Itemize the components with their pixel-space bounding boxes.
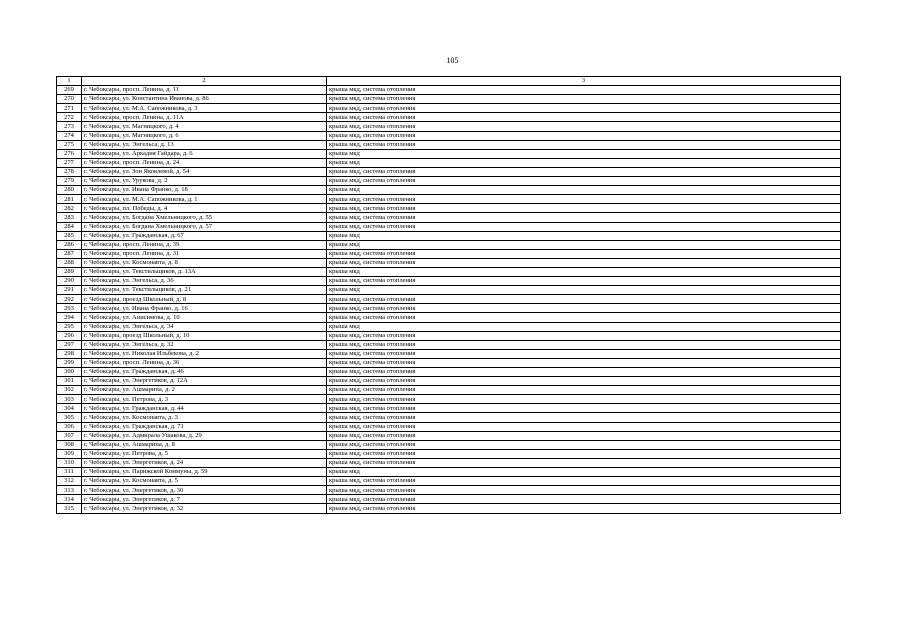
header-col-3: 3 — [327, 77, 841, 86]
table-row — [57, 258, 841, 267]
row-work-type: крыша мкд — [327, 267, 841, 276]
table-row — [57, 468, 841, 477]
row-number: 308 — [57, 440, 82, 449]
header-col-2: 2 — [82, 77, 327, 86]
row-number: 272 — [57, 113, 82, 122]
row-number: 279 — [57, 177, 82, 186]
row-address: г. Чебоксары, ул. Энергетиков, д. 7 — [82, 495, 327, 504]
row-address: г. Чебоксары, ул. Гражданская, д. 67 — [82, 231, 327, 240]
row-address: г. Чебоксары, ул. Аркадия Гайдара, д. 6 — [82, 149, 327, 158]
row-number: 274 — [57, 131, 82, 140]
row-address: г. Чебоксары, ул. Николая Ильбекова, д. 2 — [82, 349, 327, 358]
row-address: г. Чебоксары, ул. Анисимова, д. 10 — [82, 313, 327, 322]
row-number: 281 — [57, 195, 82, 204]
row-number: 303 — [57, 395, 82, 404]
row-address: г. Чебоксары, ул. Магницкого, д. 4 — [82, 122, 327, 131]
row-work-type: крыша мкд, система отопления — [327, 222, 841, 231]
row-work-type: крыша мкд, система отопления — [327, 95, 841, 104]
row-number: 312 — [57, 477, 82, 486]
row-number: 283 — [57, 213, 82, 222]
row-work-type: крыша мкд — [327, 149, 841, 158]
row-number: 282 — [57, 204, 82, 213]
table-row — [57, 177, 841, 186]
row-number: 278 — [57, 167, 82, 176]
row-number: 291 — [57, 286, 82, 295]
row-work-type: крыша мкд, система отопления — [327, 386, 841, 395]
table-row — [57, 458, 841, 467]
row-number: 293 — [57, 304, 82, 313]
row-number: 285 — [57, 231, 82, 240]
row-address: г. Чебоксары, ул. Энергетиков, д. 30 — [82, 486, 327, 495]
row-work-type: крыша мкд — [327, 240, 841, 249]
row-work-type: крыша мкд, система отопления — [327, 395, 841, 404]
row-number: 289 — [57, 267, 82, 276]
row-work-type: крыша мкд, система отопления — [327, 431, 841, 440]
table-row — [57, 222, 841, 231]
row-number: 276 — [57, 149, 82, 158]
row-number: 286 — [57, 240, 82, 249]
row-address: г. Чебоксары, ул. Гражданская, д. 44 — [82, 404, 327, 413]
table-row — [57, 104, 841, 113]
header-col-1: 1 — [57, 77, 82, 86]
row-address: г. Чебоксары, ул. М.А. Сапожникова, д. 3 — [82, 104, 327, 113]
row-work-type: крыша мкд, система отопления — [327, 349, 841, 358]
row-number: 313 — [57, 486, 82, 495]
row-address: г. Чебоксары, ул. Энергетиков, д. 24 — [82, 458, 327, 467]
row-number: 297 — [57, 340, 82, 349]
table-row — [57, 186, 841, 195]
table-row — [57, 340, 841, 349]
row-number: 275 — [57, 140, 82, 149]
row-number: 292 — [57, 295, 82, 304]
table-row — [57, 358, 841, 367]
table-row — [57, 86, 841, 95]
table-row — [57, 149, 841, 158]
row-number: 280 — [57, 186, 82, 195]
row-number: 304 — [57, 404, 82, 413]
row-address: г. Чебоксары, ул. Энергетиков, д. 12А — [82, 377, 327, 386]
row-address: г. Чебоксары, ул. Парижской Коммуны, д. 59 — [82, 468, 327, 477]
row-number: 269 — [57, 86, 82, 95]
row-work-type: крыша мкд, система отопления — [327, 177, 841, 186]
row-work-type: крыша мкд, система отопления — [327, 258, 841, 267]
table-row — [57, 504, 841, 513]
row-address: г. Чебоксары, ул. Урукова, д. 2 — [82, 177, 327, 186]
table-row — [57, 422, 841, 431]
row-number: 301 — [57, 377, 82, 386]
row-work-type: крыша мкд, система отопления — [327, 122, 841, 131]
row-number: 288 — [57, 258, 82, 267]
row-number: 295 — [57, 322, 82, 331]
table-row — [57, 95, 841, 104]
row-address: г. Чебоксары, ул. Гражданская, д. 46 — [82, 368, 327, 377]
row-address: г. Чебоксары, ул. Магницкого, д. 6 — [82, 131, 327, 140]
row-address: г. Чебоксары, ул. Энгельса, д. 13 — [82, 140, 327, 149]
row-number: 314 — [57, 495, 82, 504]
row-work-type: крыша мкд, система отопления — [327, 140, 841, 149]
row-number: 299 — [57, 358, 82, 367]
row-number: 294 — [57, 313, 82, 322]
table-row — [57, 431, 841, 440]
row-work-type: крыша мкд — [327, 158, 841, 167]
row-work-type: крыша мкд, система отопления — [327, 313, 841, 322]
row-address: г. Чебоксары, ул. Богдана Хмельницкого, д. 55 — [82, 213, 327, 222]
row-work-type: крыша мкд, система отопления — [327, 304, 841, 313]
row-address: г. Чебоксары, ул. Ашмарина, д. 2 — [82, 386, 327, 395]
table-row — [57, 440, 841, 449]
table-row — [57, 495, 841, 504]
table-row — [57, 195, 841, 204]
row-work-type: крыша мкд, система отопления — [327, 104, 841, 113]
row-address: г. Чебоксары, ул. Текстильщиков, д. 13А — [82, 267, 327, 276]
row-address: г. Чебоксары, просп. Ленина, д. 11А — [82, 113, 327, 122]
row-number: 290 — [57, 277, 82, 286]
row-address: г. Чебоксары, ул. Гражданская, д. 71 — [82, 422, 327, 431]
row-address: г. Чебоксары, ул. Энгельса, д. 32 — [82, 340, 327, 349]
row-work-type: крыша мкд, система отопления — [327, 86, 841, 95]
table-row — [57, 249, 841, 258]
row-address: г. Чебоксары, ул. Ивана Франко, д. 18 — [82, 186, 327, 195]
row-work-type: крыша мкд, система отопления — [327, 440, 841, 449]
row-number: 284 — [57, 222, 82, 231]
row-work-type: крыша мкд, система отопления — [327, 277, 841, 286]
table-row — [57, 331, 841, 340]
table-row — [57, 113, 841, 122]
table-row — [57, 277, 841, 286]
row-work-type: крыша мкд — [327, 468, 841, 477]
row-work-type: крыша мкд, система отопления — [327, 213, 841, 222]
row-number: 277 — [57, 158, 82, 167]
row-address: г. Чебоксары, ул. Петрова, д. 3 — [82, 395, 327, 404]
row-number: 315 — [57, 504, 82, 513]
row-number: 271 — [57, 104, 82, 113]
row-number: 287 — [57, 249, 82, 258]
row-work-type: крыша мкд — [327, 186, 841, 195]
row-address: г. Чебоксары, ул. Константина Иванова, д. 86 — [82, 95, 327, 104]
row-work-type: крыша мкд, система отопления — [327, 458, 841, 467]
row-work-type: крыша мкд, система отопления — [327, 486, 841, 495]
row-work-type: крыша мкд — [327, 322, 841, 331]
register-table — [56, 76, 841, 514]
row-number: 298 — [57, 349, 82, 358]
row-work-type: крыша мкд, система отопления — [327, 167, 841, 176]
table-row — [57, 449, 841, 458]
table-row — [57, 404, 841, 413]
row-address: г. Чебоксары, ул. Ашмарина, д. 8 — [82, 440, 327, 449]
row-work-type: крыша мкд — [327, 286, 841, 295]
row-work-type: крыша мкд — [327, 231, 841, 240]
table-row — [57, 131, 841, 140]
row-number: 310 — [57, 458, 82, 467]
row-number: 309 — [57, 449, 82, 458]
row-work-type: крыша мкд, система отопления — [327, 449, 841, 458]
row-number: 300 — [57, 368, 82, 377]
row-address: г. Чебоксары, ул. Адмирала Ушакова, д. 29 — [82, 431, 327, 440]
row-work-type: крыша мкд, система отопления — [327, 368, 841, 377]
row-number: 273 — [57, 122, 82, 131]
row-address: г. Чебоксары, ул. М.А. Сапожникова, д. 1 — [82, 195, 327, 204]
header-row — [57, 77, 841, 86]
row-address: г. Чебоксары, ул. Энергетиков, д. 32 — [82, 504, 327, 513]
row-address: г. Чебоксары, просп. Ленина, д. 36 — [82, 358, 327, 367]
table-row — [57, 477, 841, 486]
row-work-type: крыша мкд, система отопления — [327, 195, 841, 204]
row-work-type: крыша мкд, система отопления — [327, 131, 841, 140]
table-row — [57, 231, 841, 240]
row-address: г. Чебоксары, ул. Зои Яковлевой, д. 54 — [82, 167, 327, 176]
table-row — [57, 368, 841, 377]
table-row — [57, 486, 841, 495]
row-work-type: крыша мкд, система отопления — [327, 113, 841, 122]
row-number: 305 — [57, 413, 82, 422]
table-row — [57, 286, 841, 295]
table-row — [57, 204, 841, 213]
row-work-type: крыша мкд, система отопления — [327, 295, 841, 304]
table-row — [57, 167, 841, 176]
row-address: г. Чебоксары, ул. Космонавта, д. 5 — [82, 477, 327, 486]
table-row — [57, 158, 841, 167]
table-row — [57, 322, 841, 331]
table-row — [57, 240, 841, 249]
table-row — [57, 267, 841, 276]
table-row — [57, 295, 841, 304]
row-number: 302 — [57, 386, 82, 395]
row-address: г. Чебоксары, пл. Победы, д. 4 — [82, 204, 327, 213]
row-address: г. Чебоксары, проезд Школьный, д. 8 — [82, 295, 327, 304]
row-work-type: крыша мкд, система отопления — [327, 422, 841, 431]
row-address: г. Чебоксары, ул. Петрова, д. 5 — [82, 449, 327, 458]
table-row — [57, 313, 841, 322]
row-work-type: крыша мкд, система отопления — [327, 495, 841, 504]
table-row — [57, 140, 841, 149]
row-work-type: крыша мкд, система отопления — [327, 204, 841, 213]
row-work-type: крыша мкд, система отопления — [327, 504, 841, 513]
row-address: г. Чебоксары, просп. Ленина, д. 31 — [82, 249, 327, 258]
row-address: г. Чебоксары, просп. Ленина, д. 24 — [82, 158, 327, 167]
row-number: 270 — [57, 95, 82, 104]
row-address: г. Чебоксары, ул. Космонавта, д. 8 — [82, 258, 327, 267]
table-row — [57, 122, 841, 131]
row-address: г. Чебоксары, ул. Энгельса, д. 36 — [82, 277, 327, 286]
row-address: г. Чебоксары, ул. Текстильщиков, д. 21 — [82, 286, 327, 295]
row-number: 307 — [57, 431, 82, 440]
table-row — [57, 377, 841, 386]
row-work-type: крыша мкд, система отопления — [327, 477, 841, 486]
row-address: г. Чебоксары, проезд Школьный, д. 10 — [82, 331, 327, 340]
row-address: г. Чебоксары, ул. Ивана Франко, д. 16 — [82, 304, 327, 313]
row-address: г. Чебоксары, ул. Космонавта, д. 3 — [82, 413, 327, 422]
table-row — [57, 349, 841, 358]
row-work-type: крыша мкд, система отопления — [327, 358, 841, 367]
table-row — [57, 304, 841, 313]
row-work-type: крыша мкд, система отопления — [327, 340, 841, 349]
page-number: 105 — [446, 56, 459, 65]
row-number: 311 — [57, 468, 82, 477]
row-work-type: крыша мкд, система отопления — [327, 331, 841, 340]
row-number: 296 — [57, 331, 82, 340]
row-work-type: крыша мкд, система отопления — [327, 249, 841, 258]
row-address: г. Чебоксары, ул. Богдана Хмельницкого, д. 57 — [82, 222, 327, 231]
table-row — [57, 413, 841, 422]
table-row — [57, 395, 841, 404]
row-number: 306 — [57, 422, 82, 431]
row-address: г. Чебоксары, ул. Энгельса, д. 34 — [82, 322, 327, 331]
table-row — [57, 213, 841, 222]
row-address: г. Чебоксары, просп. Ленина, д. 11 — [82, 86, 327, 95]
row-work-type: крыша мкд, система отопления — [327, 377, 841, 386]
table-row — [57, 386, 841, 395]
row-work-type: крыша мкд, система отопления — [327, 413, 841, 422]
row-work-type: крыша мкд, система отопления — [327, 404, 841, 413]
row-address: г. Чебоксары, просп. Ленина, д. 39 — [82, 240, 327, 249]
